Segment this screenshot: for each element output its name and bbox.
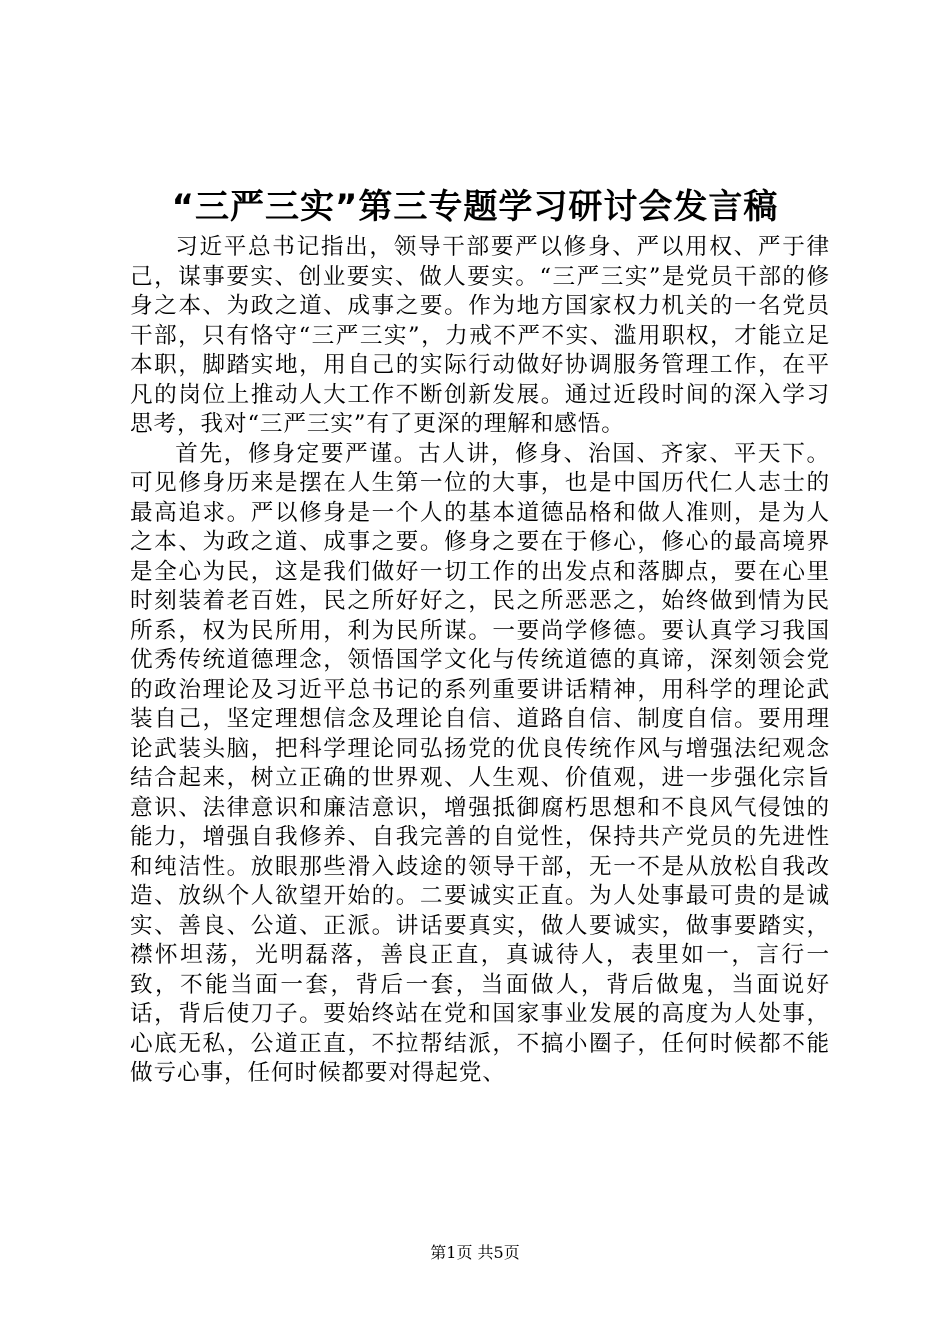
document-body bbox=[130, 233, 830, 1089]
page-footer: 第1页 共5页 bbox=[430, 1243, 520, 1262]
paragraph-intro: 习近平总书记指出，领导干部要严以修身、严以用权、严于律己，谋事要实、创业要实、做人要实。“三严三实”是党员干部的修身之本、为政之道、成事之要。作为地方国家权力机关的一名党员干部，只有恪守“三严三实”，力戒不严不实、滥用职权，才能立足本职，脚踏实地，用自己的实际行动做好协调服务管理工作，在平凡的岗位上推动人大工作不断创新发展。通过近段时间的深入学习思考，我对“三严三实”有了更深的理解和感悟。 bbox=[130, 234, 830, 437]
document-title: “三严三实”第三专题学习研讨会发言稿 bbox=[171, 187, 779, 227]
paragraph-self-cultivation: 首先，修身定要严谨。古人讲，修身、治国、齐家、平天下。可见修身历来是摆在人生第一位的大事，也是中国历代仁人志士的最高追求。严以修身是一个人的基本道德品格和做人准则，是为人之本、为政之道、成事之要。修身之要在于修心，修心的最高境界是全心为民，这是我们做好一切工作的出发点和落脚点，要在心里时刻装着老百姓，民之所好好之，民之所恶恶之，始终做到情为民所系，权为民所用，利为民所谋。一要尚学修德。要认真学习我国优秀传统道德理念，领悟国学文化与传统道德的真谛，深刻领会党的政治理论及习近平总书记的系列重要讲话精神，用科学的理论武装自己，坚定理想信念及理论自信、道路自信、制度自信。要用理论武装头脑，把科学理论同弘扬党的优良传统作风与增强法纪观念结合起来，树立正确的世界观、人生观、价值观，进一步强化宗旨意识、法律意识和廉洁意识，增强抵御腐朽思想和不良风气侵蚀的能力，增强自我修养、自我完善的自觉性，保持共产党员的先进性和纯洁性。放眼那些滑入歧途的领导干部，无一不是从放松自我改造、放纵个人欲望开始的。二要诚实正直。为人处事最可贵的是诚实、善良、公道、正派。讲话要真实，做人要诚实，做事要踏实，襟怀坦荡，光明磊落，善良正直，真诚待人，表里如一，言行一致，不能当面一套，背后一套，当面做人，背后做鬼，当面说好话，背后使刀子。要始终站在党和国家事业发展的高度为人处事，心底无私，公道正直，不拉帮结派，不搞小圈子，任何时候都不能做亏心事，任何时候都要对得起党、 bbox=[130, 440, 830, 1086]
